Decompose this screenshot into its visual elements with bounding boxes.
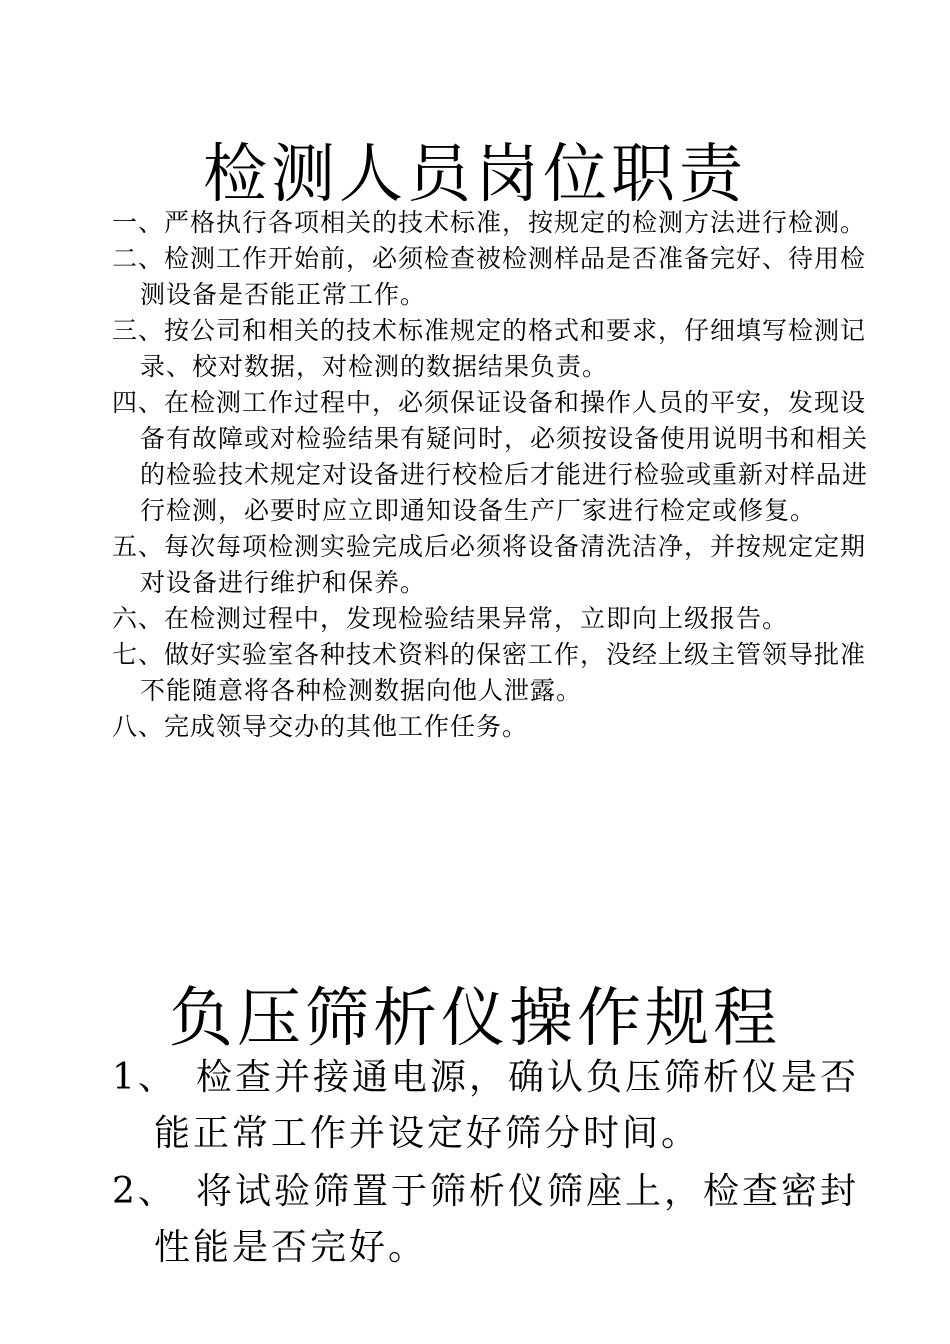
- duty-text: 严格执行各项相关的技术标准，按规定的检测方法进行检测。: [164, 208, 867, 237]
- procedure-step-2: [112, 1164, 872, 1276]
- duty-text: 完成领导交办的其他工作任务。: [164, 712, 529, 741]
- duty-item-4: [112, 385, 872, 529]
- duty-number: 六、: [112, 604, 165, 633]
- step-text: 检查并接通电源，确认负压筛析仪是否能正常工作并设定好筛分时间。: [154, 1057, 860, 1154]
- duty-text: 做好实验室各种技术资料的保密工作，没经上级主管领导批准不能随意将各种检测数据向他人泄露。: [140, 640, 867, 705]
- duty-item-8: [112, 709, 872, 745]
- step-number: 1、: [112, 1057, 177, 1098]
- duties-list: [112, 205, 872, 745]
- procedure-steps: [112, 1050, 872, 1278]
- duty-number: 五、: [112, 532, 165, 561]
- procedure-step-1: [112, 1050, 872, 1162]
- duty-item-6: [112, 601, 872, 637]
- duty-text: 在检测工作过程中，必须保证设备和操作人员的平安，发现设备有故障或对检验结果有疑问时，必须按设备使用说明书和相关的检验技术规定对设备进行校检后才能进行检验或重新对样品进行检测，必要时应立即通知设备生产厂家进行检定或修复。: [140, 388, 869, 525]
- duty-item-7: [112, 637, 872, 709]
- duty-number: 三、: [112, 316, 165, 345]
- duties-title: 检测人员岗位职责: [203, 137, 747, 212]
- duty-item-1: [112, 205, 872, 241]
- step-number: 2、: [112, 1171, 177, 1212]
- step-text: 将试验筛置于筛析仪筛座上，检查密封性能是否完好。: [154, 1171, 860, 1268]
- duty-number: 一、: [112, 208, 165, 237]
- duty-text: 按公司和相关的技术标准规定的格式和要求，仔细填写检测记录、校对数据，对检测的数据结果负责。: [140, 316, 867, 381]
- duty-item-2: [112, 241, 872, 313]
- duty-number: 七、: [112, 640, 165, 669]
- duty-number: 二、: [112, 244, 165, 273]
- duty-number: 四、: [112, 388, 165, 417]
- duty-text: 每次每项检测实验完成后必须将设备清洗洁净，并按规定定期对设备进行维护和保养。: [140, 532, 867, 597]
- duty-number: 八、: [112, 712, 165, 741]
- duty-item-5: [112, 529, 872, 601]
- duty-text: 在检测过程中，发现检验结果异常，立即向上级报告。: [164, 604, 789, 633]
- procedure-title: 负压筛析仪操作规程: [169, 981, 781, 1056]
- duty-text: 检测工作开始前，必须检查被检测样品是否准备完好、待用检测设备是否能正常工作。: [140, 244, 867, 309]
- duty-item-3: [112, 313, 872, 385]
